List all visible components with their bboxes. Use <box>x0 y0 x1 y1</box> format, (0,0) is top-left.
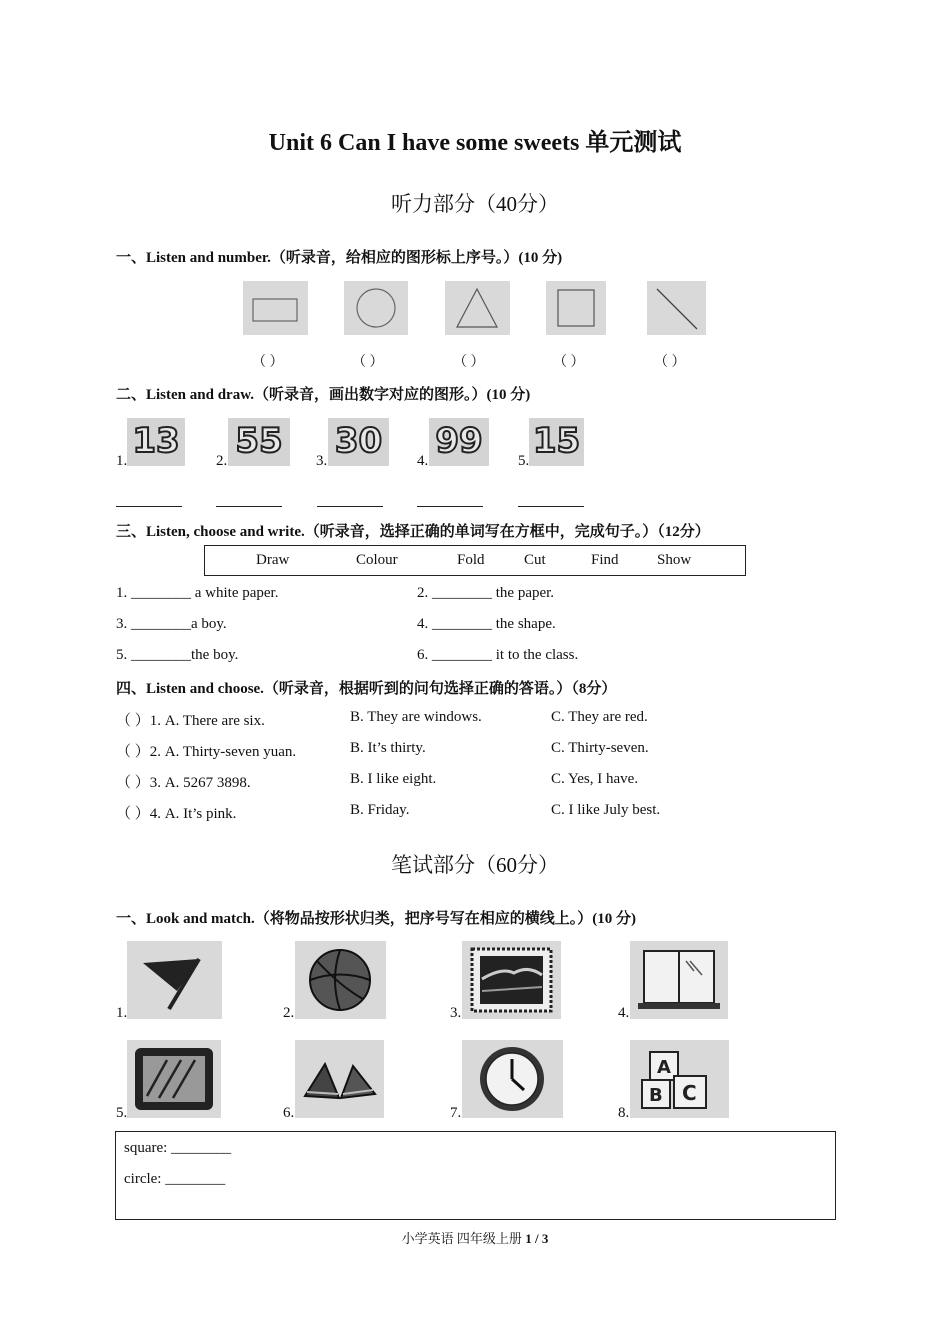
number-card-1: 13 <box>127 418 185 466</box>
draw-item-label-3: 3. <box>316 453 328 469</box>
word-find: Find <box>591 552 619 568</box>
choice-row-3-c: C. Yes, I have. <box>551 771 639 787</box>
match-label-5: 5. <box>116 1105 128 1121</box>
match-label-8: 8. <box>618 1105 630 1121</box>
stamp-picture-icon <box>462 941 561 1019</box>
match-label-6: 6. <box>283 1105 295 1121</box>
look-match-heading: 一、Look and match.（将物品按形状归类，把序号写在相应的横线上。）(10 分) <box>116 911 637 927</box>
draw-item-label-1: 1. <box>116 453 128 469</box>
listen-choose-heading: 四、Listen and choose.（听录音，根据听到的问句选择正确的答语。）（8分） <box>116 681 617 697</box>
page-footer <box>0 1228 950 1247</box>
choice-row-4-a[interactable]: （ ）4. A. It’s pink. <box>116 806 237 822</box>
choice-row-2-c: C. Thirty-seven. <box>551 740 649 756</box>
match-label-3: 3. <box>450 1005 462 1021</box>
svg-text:A: A <box>657 1057 671 1078</box>
choice-row-4-b: B. Friday. <box>350 802 410 818</box>
basketball-icon <box>295 941 386 1019</box>
svg-text:C: C <box>682 1081 697 1105</box>
written-part-heading: 笔试部分（60分） <box>391 853 559 877</box>
flag-icon <box>127 941 222 1019</box>
svg-text:B: B <box>649 1085 663 1106</box>
draw-item-label-5: 5. <box>518 453 530 469</box>
draw-item-label-4: 4. <box>417 453 429 469</box>
clock-icon <box>462 1040 563 1118</box>
circle-icon <box>344 281 408 335</box>
answer-paren-3[interactable]: （ ） <box>453 355 485 370</box>
sentence-3: 3. ________a boy. <box>116 616 227 632</box>
footer-page: 1 <box>525 1231 532 1246</box>
word-bank-box <box>204 545 746 576</box>
match-label-4: 4. <box>618 1005 630 1021</box>
choice-row-1-a[interactable]: （ ）1. A. There are six. <box>116 713 265 729</box>
answer-paren-2[interactable]: （ ） <box>352 355 384 370</box>
line-icon <box>647 281 706 335</box>
listen-draw-heading: 二、Listen and draw.（听录音，画出数字对应的图形。）(10 分) <box>116 387 531 403</box>
answer-paren-5[interactable]: （ ） <box>654 355 686 370</box>
answer-paren-4[interactable]: （ ） <box>553 355 585 370</box>
match-label-7: 7. <box>450 1105 462 1121</box>
sandwich-icon <box>295 1040 384 1118</box>
choose-write-heading: 三、Listen, choose and write.（听录音，选择正确的单词写在方框中，完成句子。）（12分） <box>116 524 710 540</box>
sentence-6: 6. ________ it to the class. <box>417 647 579 663</box>
sentence-4: 4. ________ the shape. <box>417 616 556 632</box>
triangle-icon <box>445 281 510 335</box>
footer-text: 小学英语 四年级上册 <box>401 1231 522 1246</box>
choice-row-2-b: B. It’s thirty. <box>350 740 426 756</box>
number-card-4: 99 <box>429 418 489 466</box>
square-icon <box>546 281 606 335</box>
sentence-2: 2. ________ the paper. <box>417 585 555 601</box>
choice-row-1-b: B. They are windows. <box>350 709 482 725</box>
square-answer-line[interactable]: square: ________ <box>124 1140 232 1156</box>
draw-answer-line-4[interactable] <box>417 506 483 507</box>
choice-row-2-a[interactable]: （ ）2. A. Thirty-seven yuan. <box>116 744 297 760</box>
number-card-3: 30 <box>328 418 389 466</box>
match-label-1: 1. <box>116 1005 128 1021</box>
choice-row-1-c: C. They are red. <box>551 709 648 725</box>
choice-row-4-c: C. I like July best. <box>551 802 661 818</box>
answer-paren-1[interactable]: （ ） <box>252 355 284 370</box>
word-show: Show <box>657 552 692 568</box>
listen-number-heading: 一、Listen and number.（听录音，给相应的图形标上序号。）(10 分) <box>116 250 563 266</box>
word-cut: Cut <box>524 552 546 568</box>
sentence-1: 1. ________ a white paper. <box>116 585 279 601</box>
tablet-icon <box>127 1040 221 1118</box>
draw-answer-line-1[interactable] <box>116 506 182 507</box>
window-icon <box>630 941 728 1019</box>
rectangle-icon <box>243 281 308 335</box>
draw-answer-line-2[interactable] <box>216 506 282 507</box>
match-label-2: 2. <box>283 1005 295 1021</box>
circle-answer-line[interactable]: circle: ________ <box>124 1171 226 1187</box>
page-title: Unit 6 Can I have some sweets 单元测试 <box>268 130 682 156</box>
number-card-2: 55 <box>228 418 290 466</box>
number-card-5: 15 <box>529 418 584 466</box>
blocks-icon <box>630 1040 729 1118</box>
choice-row-3-a[interactable]: （ ）3. A. 5267 3898. <box>116 775 251 791</box>
shape-answer-box <box>115 1131 836 1220</box>
word-fold: Fold <box>457 552 485 568</box>
sentence-5: 5. ________the boy. <box>116 647 239 663</box>
footer-total: 3 <box>541 1231 549 1246</box>
footer-sep: / <box>531 1231 542 1246</box>
word-colour: Colour <box>356 552 398 568</box>
choice-row-3-b: B. I like eight. <box>350 771 437 787</box>
draw-answer-line-5[interactable] <box>518 506 584 507</box>
word-draw: Draw <box>256 552 290 568</box>
draw-item-label-2: 2. <box>216 453 228 469</box>
listening-part-heading: 听力部分（40分） <box>391 192 559 216</box>
draw-answer-line-3[interactable] <box>317 506 383 507</box>
